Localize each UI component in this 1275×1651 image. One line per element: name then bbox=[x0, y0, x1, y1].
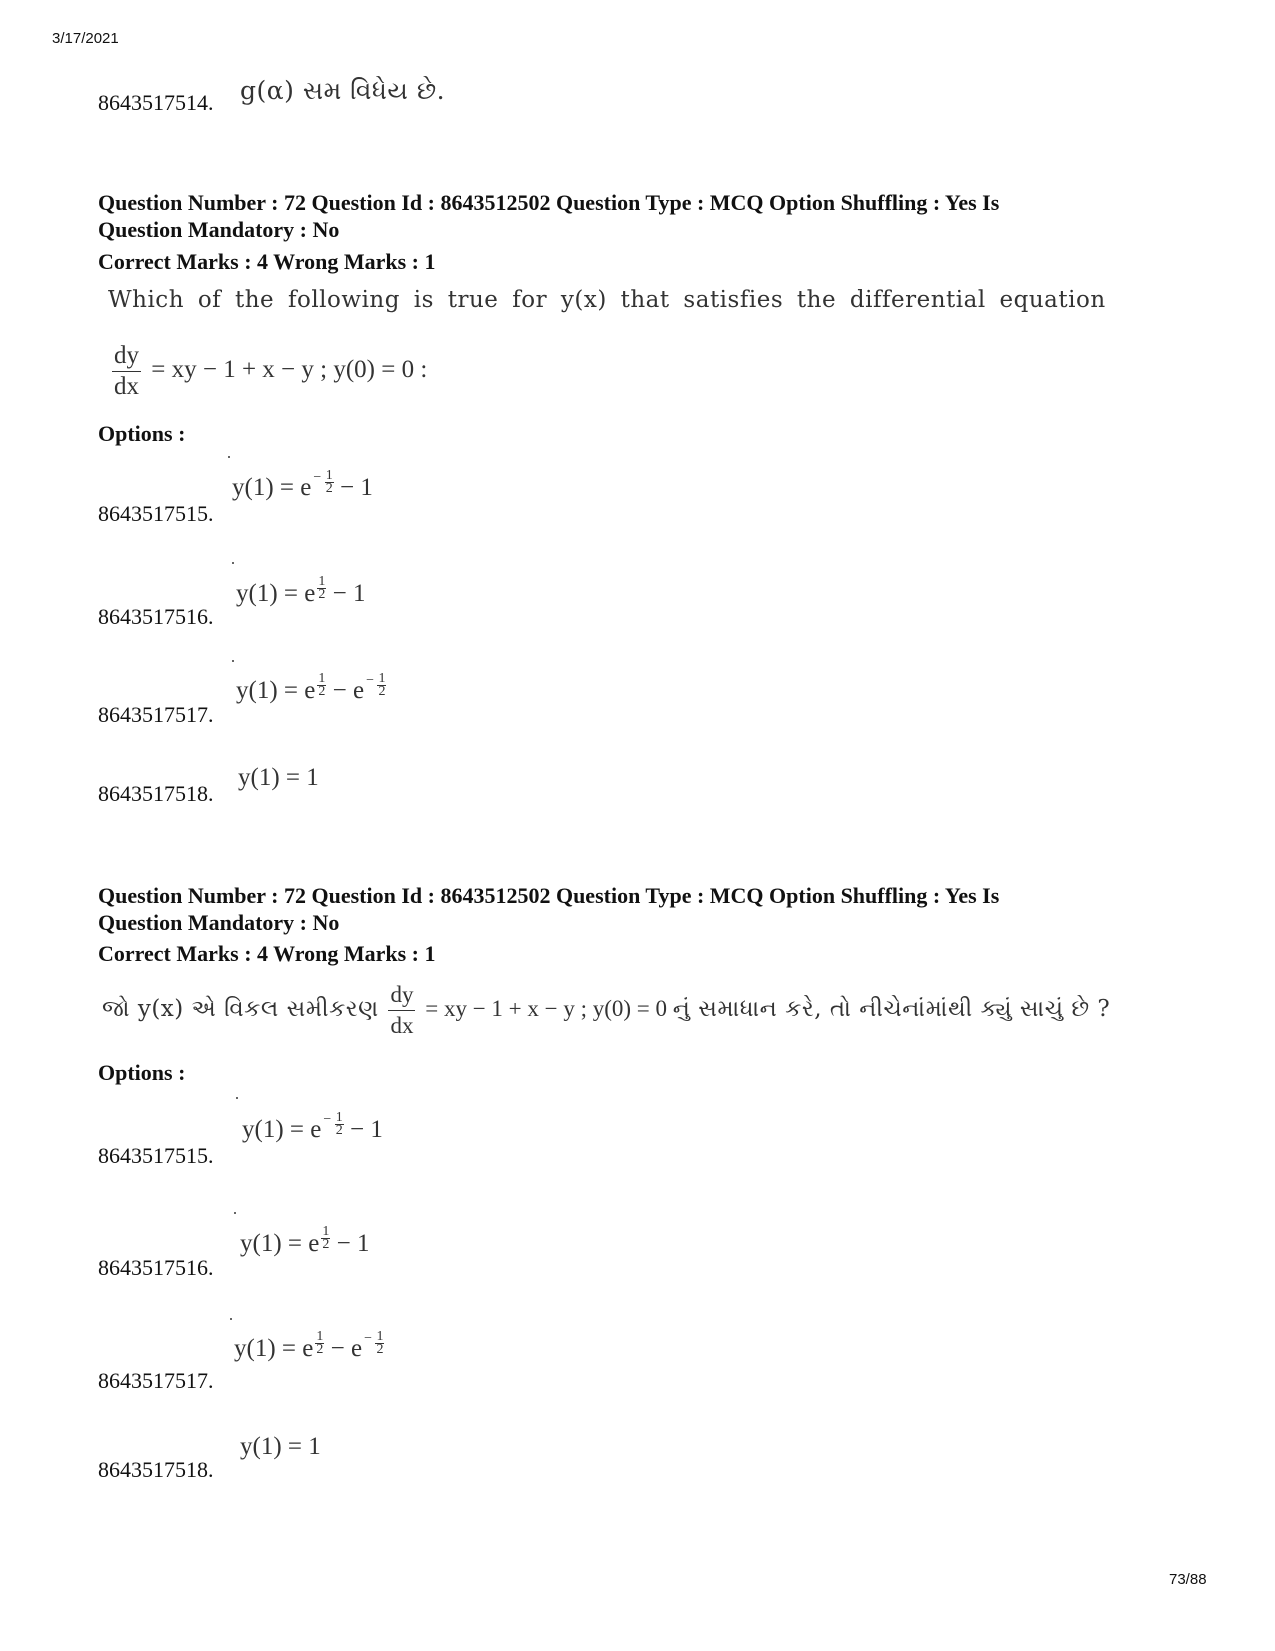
question-marks: Correct Marks : 4 Wrong Marks : 1 bbox=[98, 249, 436, 274]
options-label: Options : bbox=[98, 421, 186, 446]
option-formula: y(1) = 1 bbox=[240, 1433, 321, 1460]
marker-dot bbox=[232, 562, 234, 564]
option-formula: y(1) = e − $\frac{1}{2}$ − 1 bbox=[242, 1110, 383, 1143]
marker-dot bbox=[236, 1097, 238, 1099]
print-date: 3/17/2021 bbox=[52, 30, 119, 47]
derivative-fraction: $\frac{dy}{dx}$ bbox=[390, 982, 414, 1038]
question-meta: Question Number : 72 Question Id : 8643512502 Question Type : MCQ Option Shuffling : Yes Is Question Mandatory : No bbox=[98, 883, 1000, 935]
option-formula: y(1) = e $\frac{1}{2}$ − e − $\frac{1}{2}$ bbox=[236, 671, 386, 704]
differential-equation: $\frac{dy}{dx}$ = xy − 1 + x − y ; y(0) = 0 : bbox=[114, 342, 428, 400]
option-id: 8643517517. bbox=[98, 702, 214, 727]
option-id: 8643517515. bbox=[98, 501, 214, 526]
question-marks: Correct Marks : 4 Wrong Marks : 1 bbox=[98, 941, 436, 966]
marker-dot bbox=[232, 660, 234, 662]
marker-dot bbox=[234, 1212, 236, 1214]
page-number: 73/88 bbox=[1169, 1571, 1207, 1588]
option-formula: y(1) = e $\frac{1}{2}$ − 1 bbox=[240, 1224, 370, 1257]
marker-dot bbox=[230, 1318, 232, 1320]
option-formula: y(1) = 1 bbox=[238, 764, 319, 791]
marker-dot bbox=[228, 456, 230, 458]
option-id: 8643517515. bbox=[98, 1143, 214, 1168]
option-id: 8643517518. bbox=[98, 781, 214, 806]
options-label: Options : bbox=[98, 1060, 186, 1085]
option-id: 8643517514. bbox=[98, 90, 214, 115]
option-text: g(α) સમ વિધેય છે. bbox=[240, 76, 446, 105]
question-text: Which of the following is true for y(x) that satisfies the differential equation bbox=[108, 287, 1106, 313]
option-id: 8643517516. bbox=[98, 604, 214, 629]
option-formula: y(1) = e $\frac{1}{2}$ − 1 bbox=[236, 574, 366, 607]
option-id: 8643517518. bbox=[98, 1457, 214, 1482]
option-id: 8643517516. bbox=[98, 1255, 214, 1280]
derivative-fraction: $\frac{dy}{dx}$ bbox=[114, 342, 139, 400]
option-formula: y(1) = e − $\frac{1}{2}$ − 1 bbox=[232, 468, 373, 501]
option-id: 8643517517. bbox=[98, 1368, 214, 1393]
option-formula: y(1) = e $\frac{1}{2}$ − e − $\frac{1}{2}$ bbox=[234, 1329, 384, 1362]
question-text: જો y(x) એ વિકલ સમીકરણ $\frac{dy}{dx}$ = xy − 1 + x − y ; y(0) = 0 નું સમાધાન કરે, તો નીચેનાંમાંથી ક્યું સાચું છે ? bbox=[102, 980, 1110, 1041]
question-meta: Question Number : 72 Question Id : 8643512502 Question Type : MCQ Option Shuffling : Yes Is Question Mandatory : No bbox=[98, 190, 1000, 242]
